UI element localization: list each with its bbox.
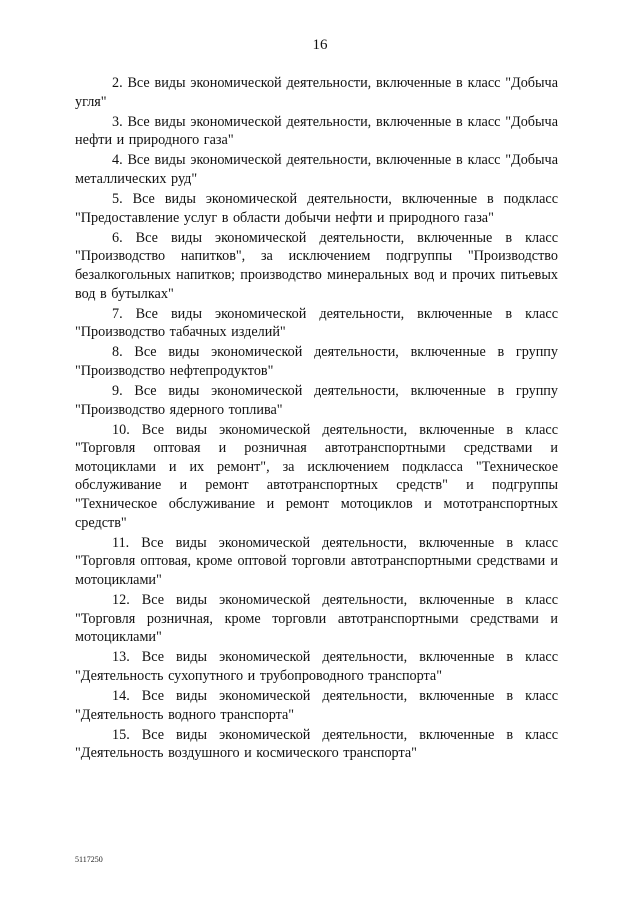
list-item: 10. Все виды экономической деятельности, включенные в класс "Торговля оптовая и розничная автотранспортными средствами и мотоциклами и их ремонт", за исключением подкласса "Техническое обслуживание и ремонт автотранспортных средств" и подгруппы "Техническое обслуживание и ремонт мотоциклов и мототранспортных средств" xyxy=(75,421,558,531)
list-item: 11. Все виды экономической деятельности, включенные в класс "Торговля оптовая, кроме оптовой торговли автотранспортными средствами и мотоциклами" xyxy=(75,534,558,588)
list-item: 6. Все виды экономической деятельности, включенные в класс "Производство напитков", за исключением подгруппы "Производство безалкогольных напитков; производство минеральных вод и прочих питьевых вод в бутылках" xyxy=(75,229,558,302)
document-code: 5117250 xyxy=(75,855,103,864)
list-item: 14. Все виды экономической деятельности, включенные в класс "Деятельность водного транспорта" xyxy=(75,688,558,723)
list-item: 2. Все виды экономической деятельности, включенные в класс "Добыча угля" xyxy=(75,75,558,110)
list-item: 9. Все виды экономической деятельности, включенные в группу "Производство ядерного топлива" xyxy=(75,383,558,418)
list-item: 4. Все виды экономической деятельности, включенные в класс "Добыча металлических руд" xyxy=(75,152,558,187)
list-item: 5. Все виды экономической деятельности, включенные в подкласс "Предоставление услуг в области добычи нефти и природного газа" xyxy=(75,191,558,226)
list-item: 12. Все виды экономической деятельности, включенные в класс "Торговля розничная, кроме торговли автотранспортными средствами и мотоциклами" xyxy=(75,592,558,646)
list-item: 8. Все виды экономической деятельности, включенные в группу "Производство нефтепродуктов" xyxy=(75,344,558,379)
list-item: 3. Все виды экономической деятельности, включенные в класс "Добыча нефти и природного газа" xyxy=(75,113,558,149)
list-item: 7. Все виды экономической деятельности, включенные в класс "Производство табачных изделий" xyxy=(75,305,558,341)
document-body xyxy=(75,74,558,764)
page-number: 16 xyxy=(312,37,328,53)
list-item: 13. Все виды экономической деятельности, включенные в класс "Деятельность сухопутного и трубопроводного транспорта" xyxy=(75,649,558,684)
list-item: 15. Все виды экономической деятельности, включенные в класс "Деятельность воздушного и космического транспорта" xyxy=(75,726,558,762)
